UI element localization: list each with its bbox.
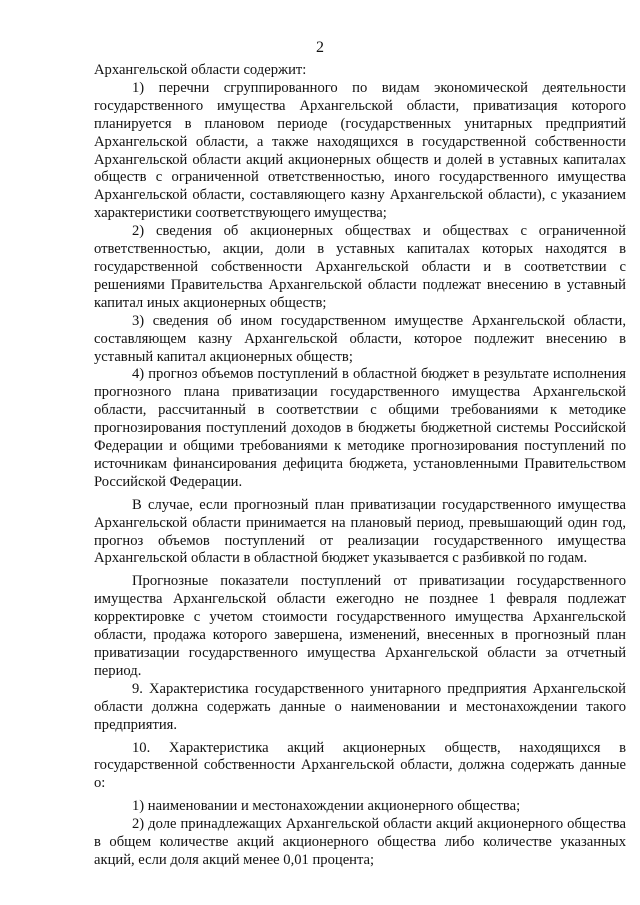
paragraph-clause-10-item-2: 2) доле принадлежащих Архангельской области акций акционерного общества в общем количестве акций акционерного общества либо количестве указанных акций, если доля акций менее 0,01 процента; — [94, 816, 626, 868]
page-number: 2 — [316, 39, 324, 56]
paragraph-forecast-adjustment: Прогнозные показатели поступлений от приватизации государственного имущества Архангельской области ежегодно не позднее 1 февраля подлежат корректировке с учетом стоимости государственного имущества Архангельской области, продажа которого завершена, изменений, внесенных в прогнозный план приватизации государственного имущества Архангельской области за отчетный период. — [94, 573, 626, 679]
paragraph-continuation: Архангельской области содержит: — [94, 62, 307, 78]
paragraph-clause-10: 10. Характеристика акций акционерных обществ, находящихся в государственной собственности Архангельской области, должна содержать данные о: — [94, 739, 626, 792]
paragraph-clause-9: 9. Характеристика государственного унитарного предприятия Архангельской области должна содержать данные о наименовании и местонахождении такого предприятия. — [94, 680, 626, 733]
paragraph-item-1-lists: 1) перечни сгруппированного по видам экономической деятельности государственного имущества Архангельской области, приватизация которого планируется в плановом периоде (государственных унитарных предприятий Архангельской области, а также находящихся в государственной собственности Архангельской области акций акционерных обществ и долей в уставных капиталах обществ с ограниченной ответственностью, иного государственного имущества Архангельской области, составляющего казну Архангельской области), с указанием характеристики соответствующего имущества; — [94, 79, 626, 222]
paragraph-item-2-companies: 2) сведения об акционерных обществах и обществах с ограниченной ответственностью, акции, доли в уставных капиталах которых находятся в государственной собственности Архангельской области и в соответствии с решениями Правительства Архангельской области подлежат внесению в уставный капитал иных акционерных обществ; — [94, 223, 626, 311]
document-body — [94, 62, 626, 870]
paragraph-item-4-forecast: 4) прогноз объемов поступлений в областной бюджет в результате исполнения прогнозного плана приватизации государственного имущества Архангельской области, рассчитанный в соответствии с общими требованиями к методике прогнозирования поступлений доходов в бюджеты бюджетной системы Российской Федерации и общими требованиями к методике прогнозирования поступлений по источникам финансирования дефицита бюджета, установленными Правительством Российской Федерации. — [94, 366, 626, 490]
paragraph-clause-10-item-1: 1) наименовании и местонахождении акционерного общества; — [132, 798, 521, 815]
paragraph-item-3-other-property: 3) сведения об ином государственном имуществе Архангельской области, составляющем казну Архангельской области, которое подлежит внесению в уставный капитал акционерных обществ; — [94, 312, 626, 365]
paragraph-planned-period: В случае, если прогнозный план приватизации государственного имущества Архангельской области принимается на плановый период, превышающий один год, прогноз объемов поступлений от реализации государственного имущества Архангельской области в областной бюджет указывается с разбивкой по годам. — [94, 496, 626, 567]
